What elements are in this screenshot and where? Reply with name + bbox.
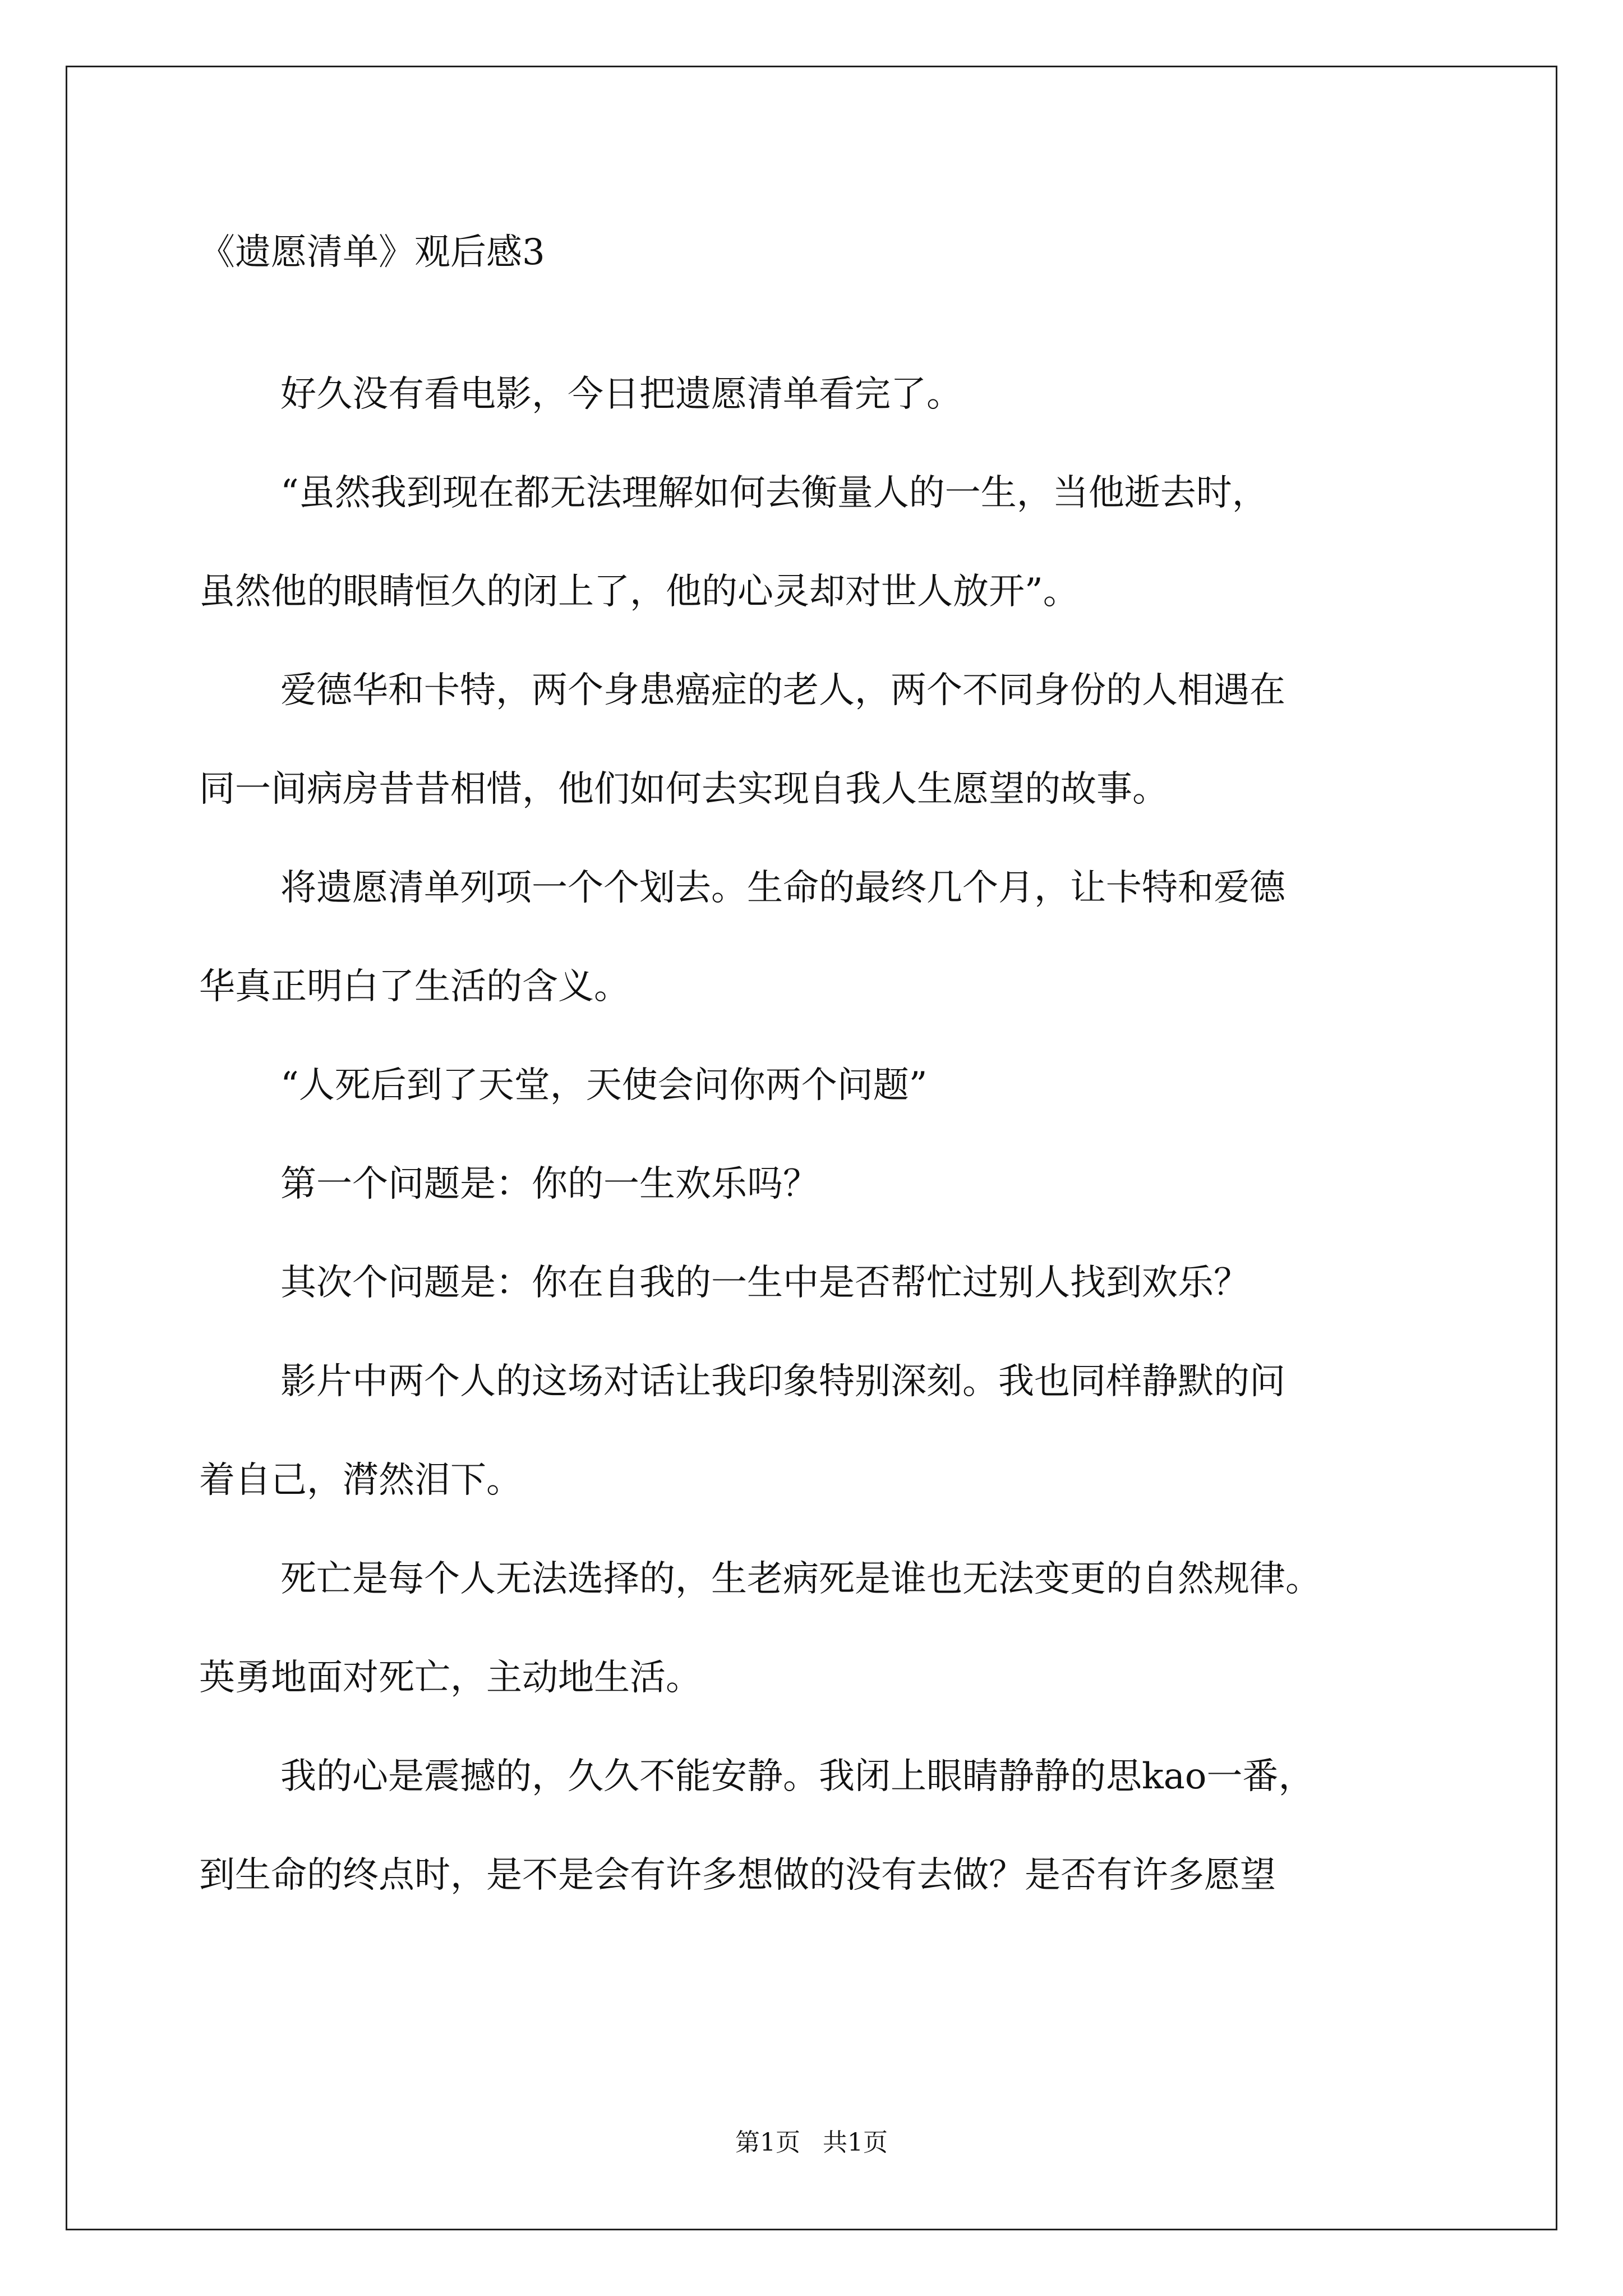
page-total: 共1页 bbox=[823, 2128, 888, 2157]
document-body bbox=[199, 224, 1433, 1925]
paragraph-line: 同一间病房昔昔相惜，他们如何去实现自我人生愿望的故事。 bbox=[199, 769, 1168, 810]
paragraph-line: 爱德华和卡特，两个身患癌症的老人，两个不同身份的人相遇在 bbox=[280, 670, 1285, 711]
page-footer bbox=[0, 2126, 1623, 2160]
paragraph-line: “人死后到了天堂，天使会问你两个问题” bbox=[280, 1065, 928, 1106]
paragraph-line: 死亡是每个人无法选择的，生老病死是谁也无法变更的自然规律。 bbox=[280, 1558, 1321, 1600]
paragraph-line: 我的心是震撼的，久久不能安静。我闭上眼睛静静的思kao一番， bbox=[280, 1756, 1315, 1797]
paragraph-line: “虽然我到现在都无法理解如何去衡量人的一生，当他逝去时， bbox=[280, 472, 1268, 514]
paragraph-line: 其次个问题是：你在自我的一生中是否帮忙过别人找到欢乐？ bbox=[280, 1262, 1249, 1304]
paragraph-line: 影片中两个人的这场对话让我印象特别深刻。我也同样静默的问 bbox=[280, 1361, 1285, 1402]
paragraph-line: 到生命的终点时，是不是会有许多想做的没有去做？是否有许多愿望 bbox=[199, 1855, 1276, 1896]
paragraph-line: 虽然他的眼睛恒久的闭上了，他的心灵却对世人放开”。 bbox=[199, 571, 1079, 613]
page-number: 第1页 bbox=[735, 2128, 800, 2157]
paragraph-line: 将遗愿清单列项一个个划去。生命的最终几个月，让卡特和爱德 bbox=[280, 867, 1285, 909]
paragraph-line: 着自己，潸然泪下。 bbox=[199, 1460, 522, 1501]
paragraph-line: 好久没有看电影，今日把遗愿清单看完了。 bbox=[280, 374, 962, 415]
document-title: 《遗愿清单》观后感3 bbox=[199, 232, 545, 273]
paragraph-line: 华真正明白了生活的含义。 bbox=[199, 966, 630, 1007]
paragraph-line: 英勇地面对死亡，主动地生活。 bbox=[199, 1657, 702, 1699]
paragraph-line: 第一个问题是：你的一生欢乐吗？ bbox=[280, 1163, 819, 1205]
title-spacer bbox=[199, 280, 1433, 345]
